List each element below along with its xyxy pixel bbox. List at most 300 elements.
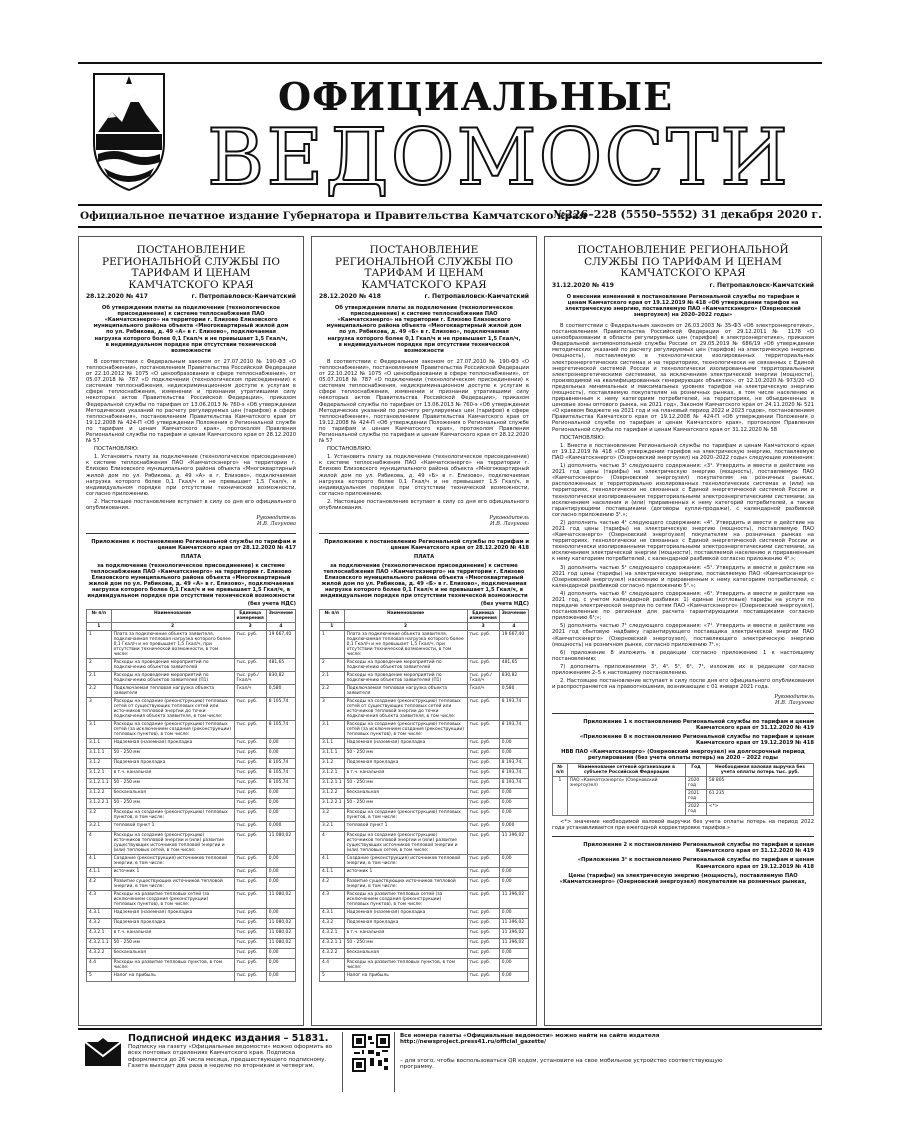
table-row — [87, 749, 296, 759]
row-num: 4.1.1 — [320, 868, 345, 878]
decree-item: 4) дополнить частью 6¹ следующего содержания: «6¹. Утвердить и ввести в действие на 2021 год, с учетом календарной разбивки: 1) единые (котловые) тарифы на услуги по передаче электрической энергии по сетям ПАО «Камчатскэнерго» (Озерновский энергоузел), постановленные по регионам для расчета гарантирующими поставщиками согласно приложению 6¹;»; — [552, 590, 814, 622]
signature-role: Руководитель — [489, 515, 529, 522]
decree-subject: О внесении изменений в постановление Региональной службы по тарифам и ценам Камчатского края от 19.12.2019 № 418 «Об утверждении тарифов на электрическую энергию, поставляемую ПАО «Камчатскэнерго» (Озерновский энергоузел) на 2020–2022 годы» — [565, 293, 801, 318]
row-value: 0,00 — [499, 959, 528, 972]
decree-heading: ПОСТАНОВЛЕНИЕ РЕГИОНАЛЬНОЙ СЛУЖБЫ ПО ТАРИФАМ И ЦЕНАМ КАМЧАТСКОГО КРАЯ — [335, 244, 513, 291]
row-name: 50 - 250 мм — [111, 799, 234, 809]
row-name: Подключаемая тепловая нагрузка объекта заявителя — [111, 685, 234, 698]
plata-title: ПЛАТА — [180, 554, 202, 561]
table-row — [320, 631, 529, 659]
table-row — [87, 799, 296, 809]
row-num: 4.1 — [320, 855, 345, 868]
table-row — [87, 822, 296, 832]
decree-resolve: ПОСТАНОВЛЯЮ: — [560, 434, 605, 441]
table-row — [87, 659, 296, 672]
table-row — [320, 739, 529, 749]
th-name: Наименование — [111, 610, 234, 623]
row-name: 50 - 250 мм — [111, 939, 234, 949]
qr-code-icon[interactable] — [352, 1034, 390, 1072]
fee-table — [86, 609, 296, 982]
row-name: в т.ч. канальная — [344, 769, 467, 779]
separator — [319, 533, 529, 534]
table-row — [320, 789, 529, 799]
row-num: 4.3.2 — [87, 919, 112, 929]
decree-item: 1) дополнить частью 3¹ следующего содержания: «3¹. Утвердить и ввести в действие на 2021 год цены (тарифы) на электрическую энергию (мощность), поставляемую ПАО «Камчатскэнерго» (Озерновский энергоузел) покупателям на розничных рынках, расположенных в территориально изолированных технологических системах и (или) на территориях, технологически не связанных с Единой энергетической системой России и технологически изолированными территориальными электроэнергетическими системами, за исключением населения и (или) приравненных к нему категорий потребителей, а также гарантирующими поставщиками (договоры купли-продажи), с календарной разбивкой согласно приложению 3¹.»; — [552, 463, 814, 518]
row-name: источник 1 — [344, 868, 467, 878]
row-unit: тыс. руб. — [234, 749, 266, 759]
row-num: 3.1.2.2 — [320, 789, 345, 799]
table-row — [87, 832, 296, 855]
appendix-label: «Приложение 8 к постановлению Региональной службы по тарифам и ценам Камчатского края от 19.12.2019 № 418 — [579, 733, 814, 746]
table-row — [87, 721, 296, 739]
row-value: 0,000 — [499, 822, 528, 832]
row-value: 11 080,02 — [266, 929, 295, 939]
row-num: 4.3.2.2 — [320, 949, 345, 959]
row-num: 4.3.2.1.1 — [320, 939, 345, 949]
row-value: 11 396,02 — [499, 939, 528, 949]
row-name: Расходы на создание (реконструкцию) источников тепловой энергии и (или) развитие существующих источников тепловой энергии и (или) тепловых сетей, в том числе: — [111, 832, 234, 855]
nvv-year: 2020 год — [686, 777, 707, 790]
row-name: Развитие существующих источников тепловой энергии, в том числе: — [344, 878, 467, 891]
row-name: Надземная (наземная) прокладка — [344, 739, 467, 749]
row-name: бесканальная — [344, 949, 467, 959]
row-unit: тыс. руб. — [234, 959, 266, 972]
row-num: 4.3.2 — [320, 919, 345, 929]
kamchatka-coat-of-arms — [84, 72, 174, 192]
decree-body: В соответствии с Федеральным законом от 27.07.2010 № 190-ФЗ «О теплоснабжении», постановлением Правительства Российской Федерации от 22.10.2012 № 1075 «О ценообразовании в сфере теплоснабжения», от 05.07.2018 № 787 «О подключении (технологическом присоединении) к системам теплоснабжения, недискриминационном доступе к услугам в сфере теплоснабжения, изменении и признании утратившими силу некоторых актов Правительства Российской Федерации», приказом Федеральной службы по тарифам от 13.06.2013 № 760-э «Об утверждении Методических указаний по расчету регулируемых цен (тарифов) в сфере теплоснабжения», постановлением Правительства Камчатского края от 19.12.2008 № 424-П «Об утверждении Положения о Региональной службе по тарифам и ценам Камчатского края», протоколом Правления Региональной службы по тарифам и ценам Камчатского края от 28.12.2020 № 57 — [86, 358, 296, 445]
table-row — [320, 809, 529, 822]
row-name: Расходы на создание (реконструкцию) тепловых сетей от существующих тепловых сетей или источников тепловой энергии до точки подключения объекта заявителя, в том числе: — [344, 698, 467, 721]
th-unit: Единица измерения — [234, 610, 266, 623]
row-unit: тыс. руб. — [234, 855, 266, 868]
row-name: Подземная прокладка — [344, 759, 467, 769]
row-unit: тыс. руб. — [467, 721, 499, 739]
decree-date: 28.12.2020 № 417 — [86, 293, 148, 300]
table-row — [320, 939, 529, 949]
row-name: бесканальная — [344, 789, 467, 799]
row-unit: тыс. руб. — [234, 799, 266, 809]
fee-table-body — [87, 631, 296, 982]
nvv-org: ПАО «Камчатскэнерго» (Озерновский энергоузел) — [567, 777, 685, 816]
row-name: бесканальная — [111, 949, 234, 959]
th-revenue: Необходимая валовая выручка без учета оплаты потерь тыс. руб. — [706, 764, 813, 777]
row-num: 4.2 — [320, 878, 345, 891]
row-unit: тыс. руб. — [467, 868, 499, 878]
row-unit: тыс. руб. — [467, 855, 499, 868]
row-name: в т.ч. канальная — [344, 929, 467, 939]
row-value: 0,00 — [266, 749, 295, 759]
row-name: Плата за подключение объекта заявителя, подключаемая тепловая нагрузка которого более 0,1 Гкал/ч и не превышает 1,5 Гкал/ч, при отсутствии технической возможности, в том числе: — [344, 631, 467, 659]
row-unit: тыс. руб./ Гкал/ч — [467, 672, 499, 685]
row-value: 8 105,74 — [266, 698, 295, 721]
row-value: 0,00 — [266, 855, 295, 868]
row-name: тепловой пункт 1 — [344, 822, 467, 832]
row-value: 0,00 — [266, 949, 295, 959]
row-num: 3 — [87, 698, 112, 721]
decree-date: 28.12.2020 № 418 — [319, 293, 381, 300]
table-row — [320, 832, 529, 855]
footer-rule — [78, 1028, 822, 1030]
row-unit: тыс. руб./ Гкал/ч — [234, 672, 266, 685]
row-unit: тыс. руб. — [467, 809, 499, 822]
decree-resolve: ПОСТАНОВЛЯЮ: — [327, 446, 372, 453]
row-name: источник 1 — [111, 868, 234, 878]
row-value: 0,00 — [499, 878, 528, 891]
subscription-index: Подписной индекс издания – 51831. — [128, 1033, 329, 1044]
appendix-label: Приложение 2 к постановлению Региональной службы по тарифам и ценам Камчатского края от 31.12.2020 № 419 — [583, 842, 814, 855]
row-num: 4.3.1 — [320, 909, 345, 919]
row-value: 11 396,02 — [499, 832, 528, 855]
th-num: № п/п — [553, 764, 568, 777]
row-value: 830,82 — [499, 672, 528, 685]
table-row — [87, 779, 296, 789]
row-value: 0,00 — [266, 972, 295, 982]
row-value: 0,580 — [499, 685, 528, 698]
table-row — [320, 769, 529, 779]
row-value: 8 193,74 — [499, 698, 528, 721]
row-unit: тыс. руб. — [234, 659, 266, 672]
row-num: 5 — [320, 972, 345, 982]
row-unit: тыс. руб. — [467, 972, 499, 982]
table-row — [87, 672, 296, 685]
row-num: 1 — [320, 631, 345, 659]
table-header-row — [87, 610, 296, 623]
table-row — [320, 759, 529, 769]
row-unit: тыс. руб. — [234, 891, 266, 909]
decree-item: 2. Настоящее постановление вступает в силу со дня его официального опубликования. — [319, 498, 529, 511]
vat-note: (без учета НДС) — [247, 601, 296, 608]
row-value: 11 396,02 — [499, 929, 528, 939]
row-num: 3.1.2.2 — [87, 789, 112, 799]
row-name: Подземная прокладка — [111, 919, 234, 929]
table-row — [87, 909, 296, 919]
decree-body: В соответствии с Федеральным законом от 26.03.2003 № 35-ФЗ «Об электроэнергетике», постановлением Правительства Российской Федерации от 29.12.2011 № 1178 «О ценообразовании в области регулируемых цен (тарифов) в электроэнергетике», приказом Федеральной антимонопольной службы России от 29.05.2019 № 686/19 «Об утверждении методических указаний по расчету регулируемых цен (тарифов) на электрическую энергию (мощность), поставляемую в технологически изолированных территориальных электроэнергетических системах и на территориях, технологически не связанных с Единой энергетической системой России и технологически изолированными территориальными электроэнергетическими системами, за исключением электрической энергии (мощности), производимой на квалифицированных генерирующих объектах», от 12.10.2020 № 973/20 «О предельных минимальных и максимальных уровнях тарифов на электрическую энергию (мощность), поставляемую покупателям на розничных рынках, в том числе населению и приравненным к нему категориям потребителей, на территориях, не объединенных в ценовые зоны оптового рынка, на 2021 год», Законом Камчатского края от 24.11.2020 № 521 «О краевом бюджете на 2021 год и на плановый период 2022 и 2023 годов», постановлением Правительства Камчатского края от 19.12.2008 № 424-П «Об утверждении Положения о Региональной службе по тарифам и ценам Камчатского края», протоколом Правления Региональной службы по тарифам и ценам Камчатского края от 31.12.2020 № 58 — [552, 322, 814, 433]
th-unit: Единица измерения — [467, 610, 499, 623]
fee-table-body — [320, 631, 529, 982]
table-row — [87, 789, 296, 799]
signature-role: Руководитель — [774, 694, 814, 701]
row-unit: тыс. руб. — [467, 822, 499, 832]
row-name: в т.ч. канальная — [111, 769, 234, 779]
row-unit: тыс. руб. — [467, 739, 499, 749]
th-value: Значение — [266, 610, 295, 623]
row-name: 50 - 250 мм — [344, 799, 467, 809]
row-unit: тыс. руб. — [234, 759, 266, 769]
row-unit: тыс. руб. — [467, 789, 499, 799]
table-row — [87, 878, 296, 891]
row-unit: Гкал/ч — [467, 685, 499, 698]
row-unit: тыс. руб. — [234, 868, 266, 878]
row-value: 0,00 — [266, 809, 295, 822]
row-unit: тыс. руб. — [234, 939, 266, 949]
row-unit: тыс. руб. — [234, 878, 266, 891]
row-unit: тыс. руб. — [234, 779, 266, 789]
decree-item: 3) дополнить частью 5¹ следующего содержания: «5¹. Утвердить и ввести в действие на 2021 год цены (тарифы) на электрическую энергию, поставляемую ПАО «Камчатскэнерго» (Озерновский энергоузел) населению и приравненным к нему категориям потребителей, с календарной разбивкой согласно приложению 5¹.»; — [552, 564, 814, 589]
th-colnum: 1 — [320, 623, 345, 631]
decree-item: 5) дополнить частью 7¹ следующего содержания: «7¹. Утвердить и ввести в действие на 2021 год сбытовую надбавку гарантирующего поставщика электрической энергии ПАО «Камчатскэнерго» (Озерновский энергоузел), поставляющего электрическую энергию (мощность) на розничном рынке, согласно приложению 7¹.»; — [552, 623, 814, 648]
row-name: Плата за подключение объекта заявителя, подключаемая тепловая нагрузка которого более 0,1 Гкал/ч и не превышает 1,5 Гкал/ч, при отсутствии технической возможности, в том числе: — [111, 631, 234, 659]
row-num: 4.4 — [87, 959, 112, 972]
row-name: Развитие существующих источников тепловой энергии, в том числе: — [111, 878, 234, 891]
th-colnum: 4 — [266, 623, 295, 631]
row-name: 50 - 250 мм — [111, 749, 234, 759]
appendix-label: Приложение к постановлению Региональной службы по тарифам и ценам Камчатского края от 28.12.2020 № 417 — [91, 539, 296, 552]
table-row — [87, 809, 296, 822]
row-num: 2.1 — [87, 672, 112, 685]
prices-title: Цены (тарифы) на электрическую энергию (мощность), поставляемую ПАО «Камчатскэнерго» (Озерновский энергоузел) покупателям на розничных рынках, — [559, 872, 807, 885]
table-row — [320, 855, 529, 868]
appendix-label: «Приложение 3¹ к постановлению Региональной службы по тарифам и ценам Камчатского края от 19.12.2019 № 418 — [577, 857, 814, 870]
row-unit: тыс. руб. — [234, 832, 266, 855]
signature-name: И.В. Лагунова — [775, 700, 814, 707]
table-row — [320, 929, 529, 939]
separator — [86, 533, 296, 534]
masthead-tagline: Официальное печатное издание Губернатора и Правительства Камчатского края — [80, 210, 587, 222]
row-value: 8 105,74 — [266, 759, 295, 769]
row-unit: тыс. руб. — [234, 698, 266, 721]
row-num: 2.2 — [87, 685, 112, 698]
row-value: 11 080,02 — [266, 919, 295, 929]
decree-meta — [552, 283, 814, 289]
nvv-year: 2022 год — [686, 803, 707, 816]
decree-city: г. Петропавловск-Камчатский — [191, 293, 296, 300]
table-row — [320, 721, 529, 739]
row-num: 4.3 — [87, 891, 112, 909]
decree-item: 2. Настоящее постановление вступает в силу после дня его официального опубликования и распространяется на правоотношения, возникающие с 01 января 2021 года. — [552, 678, 814, 691]
decree-date: 31.12.2020 № 419 — [552, 281, 614, 289]
row-num: 4.1.1 — [87, 868, 112, 878]
row-unit: тыс. руб. — [234, 809, 266, 822]
plata-description: за подключение (технологическое присоединение) к системе теплоснабжения ПАО «Камчатскэнерго» на территории г. Елизово Елизовского муниципального района объекта «Многоквартирный жилой дом по ул. Рябикова, д. 49 «А» в г. Елизово», подключаемая нагрузка которого более 0,1 Гкал/ч и не превышает 1,5 Гкал/ч, в индивидуальном порядке при отсутствии технической возможности — [87, 562, 295, 600]
row-value: 11 080,02 — [266, 939, 295, 949]
row-num: 3.1.1.1 — [320, 749, 345, 759]
appendix-label: Приложение 1 к постановлению Региональной службы по тарифам и ценам Камчатского края от 31.12.2020 № 419 — [583, 718, 814, 731]
row-unit: тыс. руб. — [234, 721, 266, 739]
nvv-value: 61 235 — [706, 790, 813, 803]
decree-item: 1. Внести в постановление Региональной службы по тарифам и ценам Камчатского края от 19.12.2019 № 418 «Об утверждении тарифов на электрическую энергию, поставляемую ПАО «Камчатскэнерго» (Озерновский энергоузел) на 2020–2022 годы» следующие изменения: — [552, 442, 815, 461]
row-unit: тыс. руб. — [467, 878, 499, 891]
row-name: в т.ч. канальная — [111, 929, 234, 939]
masthead-mid-rule — [78, 204, 822, 206]
row-name: Расходы на проведение мероприятий по подключению объектов заявителей — [344, 659, 467, 672]
row-value: 8 193,74 — [499, 721, 528, 739]
row-value: 481,65 — [499, 659, 528, 672]
separator — [552, 836, 814, 837]
nvv-value: 58 805 — [706, 777, 813, 790]
row-unit: тыс. руб. — [234, 909, 266, 919]
row-name: Налог на прибыль — [344, 972, 467, 982]
row-unit: тыс. руб. — [467, 759, 499, 769]
row-unit: тыс. руб. — [467, 779, 499, 789]
th-colnum: 3 — [234, 623, 266, 631]
row-name: Расходы на развитие тепловых сетей (за исключением создания (реконструкции) тепловых пунктов), в том числе: — [111, 891, 234, 909]
table-row — [87, 855, 296, 868]
row-name: Надземная (наземная) прокладка — [111, 909, 234, 919]
decree-item: 2. Настоящее постановление вступает в силу со дня его официального опубликования. — [86, 498, 296, 511]
row-num: 4.3 — [320, 891, 345, 909]
table-row — [87, 939, 296, 949]
row-value: 0,00 — [499, 855, 528, 868]
row-unit: тыс. руб. — [467, 799, 499, 809]
table-row — [320, 659, 529, 672]
th-name: Наименование — [344, 610, 467, 623]
row-unit: тыс. руб. — [467, 698, 499, 721]
table-row — [87, 698, 296, 721]
subscription-info — [128, 1033, 333, 1070]
row-value: 0,00 — [499, 739, 528, 749]
row-name: Создание (реконструкция) источников тепловой энергии, в том числе: — [111, 855, 234, 868]
row-num: 4 — [320, 832, 345, 855]
row-name: Расходы на развитие тепловых сетей (за исключением создания (реконструкции) тепловых пунктов), в том числе: — [344, 891, 467, 909]
row-value: 0,00 — [499, 799, 528, 809]
signature — [552, 694, 814, 706]
row-value: 0,580 — [266, 685, 295, 698]
decree-subject: Об утверждении платы за подключение (технологическое присоединение) к системе теплоснабжения ПАО «Камчатскэнерго» на территории г. Елизово Елизовского муниципального района объекта «Многоквартирный жилой дом по ул. Рябикова, д. 49 «А» в г. Елизово», подключаемая нагрузка которого более 0,1 Гкал/ч и не превышает 1,5 Гкал/ч, в индивидуальном порядке при отсутствии технической возможности — [93, 305, 289, 354]
row-unit: тыс. руб. — [467, 832, 499, 855]
decree-city: г. Петропавловск-Камчатский — [709, 281, 814, 289]
th-colnum: 2 — [111, 623, 234, 631]
row-value: 0,00 — [266, 868, 295, 878]
row-num: 3.1.2.1 — [87, 769, 112, 779]
nvv-note: <*> значение необходимой валовой выручки без учета оплаты потерь на период 2022 года устанавливается при ежегодной корректировке тарифов.» — [552, 819, 814, 832]
row-unit: тыс. руб. — [234, 929, 266, 939]
row-name: Расходы на развитие тепловых пунктов, в том числе: — [111, 959, 234, 972]
decree-resolve: ПОСТАНОВЛЯЮ: — [94, 446, 139, 453]
row-unit: тыс. руб. — [467, 909, 499, 919]
th-value: Значение — [499, 610, 528, 623]
decree-heading: ПОСТАНОВЛЕНИЕ РЕГИОНАЛЬНОЙ СЛУЖБЫ ПО ТАРИФАМ И ЦЕНАМ КАМЧАТСКОГО КРАЯ — [102, 244, 280, 291]
row-value: 0,00 — [499, 909, 528, 919]
masthead-title-line1: ОФИЦИАЛЬНЫЕ — [278, 74, 674, 119]
table-row — [87, 685, 296, 698]
row-value: 8 193,74 — [499, 769, 528, 779]
website-info — [400, 1033, 730, 1071]
row-num: 2.2 — [320, 685, 345, 698]
row-num: 1 — [87, 631, 112, 659]
th-colnum: 4 — [499, 623, 528, 631]
masthead-title-line2: ВЕДОМОСТИ — [207, 113, 791, 203]
decree-item: 7) дополнить приложениями 3¹, 4¹, 5¹, 6¹, 7¹, изложив их в редакции согласно приложениям 2–5 к настоящему постановлению. — [552, 663, 814, 677]
row-num: 3.1.2.2.1 — [87, 799, 112, 809]
row-num: 3.1.1 — [320, 739, 345, 749]
decree-column-419 — [544, 236, 822, 1026]
row-name: бесканальная — [111, 789, 234, 799]
row-unit: тыс. руб. — [234, 631, 266, 659]
row-num: 2.1 — [320, 672, 345, 685]
row-value: 8 193,74 — [499, 759, 528, 769]
appendix-label: Приложение к постановлению Региональной службы по тарифам и ценам Камчатского края от 28.12.2020 № 418 — [324, 539, 529, 552]
row-num: 3.1.1 — [87, 739, 112, 749]
plata-description: за подключение (технологическое присоединение) к системе теплоснабжения ПАО «Камчатскэнерго» на территории г. Елизово Елизовского муниципального района объекта «Многоквартирный жилой дом по ул. Рябикова, д. 49 «Б» в г. Елизово», подключаемая нагрузка которого более 0,1 Гкал/ч и не превышает 1,5 Гкал/ч, в индивидуальном порядке при отсутствии технической возможности — [320, 562, 528, 600]
row-value: 19 667,40 — [499, 631, 528, 659]
fee-table — [319, 609, 529, 982]
table-row — [553, 777, 814, 790]
row-name: Налог на прибыль — [111, 972, 234, 982]
row-num: 3.1.2 — [87, 759, 112, 769]
decree-item: 6) приложение 8 изложить в редакции согласно приложению 1 к настоящему постановлению; — [552, 649, 814, 662]
row-unit: тыс. руб. — [234, 949, 266, 959]
row-num: 3.1 — [320, 721, 345, 739]
table-row — [320, 959, 529, 972]
row-num: 3.1 — [87, 721, 112, 739]
row-num: 4 — [87, 832, 112, 855]
row-name: Расходы на создание (реконструкцию) тепловых пунктов, в том числе: — [111, 809, 234, 822]
row-num: 4.1 — [87, 855, 112, 868]
row-name: Надземная (наземная) прокладка — [111, 739, 234, 749]
table-colnum-row — [87, 623, 296, 631]
subscription-text: Подписку на газету «Официальные ведомости» можно оформить во всех почтовых отделениях Камчатского края. Подписка оформляется до 26 числа месяца, предшествующего подписному. Газета выходит два раза в неделю по вторникам и четвергам. — [128, 1044, 333, 1070]
row-num: 3.1.2.1.1 — [320, 779, 345, 789]
row-num: 4.3.2.1 — [320, 929, 345, 939]
row-name: Расходы на создание (реконструкцию) тепловых сетей от существующих тепловых сетей или источников тепловой энергии до точки подключения объекта заявителя, в том числе: — [111, 698, 234, 721]
row-num: 5 — [87, 972, 112, 982]
row-num: 4.2 — [87, 878, 112, 891]
row-unit: тыс. руб. — [234, 739, 266, 749]
row-value: 8 105,74 — [266, 721, 295, 739]
row-value: 0,00 — [266, 909, 295, 919]
table-row — [87, 739, 296, 749]
table-header-row — [320, 610, 529, 623]
row-num: 2 — [87, 659, 112, 672]
row-unit: тыс. руб. — [234, 822, 266, 832]
row-value: 830,82 — [266, 672, 295, 685]
row-unit: тыс. руб. — [234, 919, 266, 929]
row-value: 8 105,74 — [266, 769, 295, 779]
signature-name: И.В. Лагунова — [490, 521, 529, 528]
table-row — [320, 749, 529, 759]
row-num: 3.1.2 — [320, 759, 345, 769]
th-year: Год — [686, 764, 707, 777]
row-value: 11 396,02 — [499, 919, 528, 929]
row-unit: тыс. руб. — [234, 769, 266, 779]
table-row — [87, 868, 296, 878]
row-num: 4.3.2.1 — [87, 929, 112, 939]
table-row — [87, 769, 296, 779]
decree-body: В соответствии с Федеральным законом от 27.07.2010 № 190-ФЗ «О теплоснабжении», постановлением Правительства Российской Федерации от 22.10.2012 № 1075 «О ценообразовании в сфере теплоснабжения», от 05.07.2018 № 787 «О подключении (технологическом присоединении) к системам теплоснабжения, недискриминационном доступе к услугам в сфере теплоснабжения, изменении и признании утратившими силу некоторых актов Правительства Российской Федерации», приказом Федеральной службы по тарифам от 13.06.2013 № 760-э «Об утверждении Методических указаний по расчету регулируемых цен (тарифов) в сфере теплоснабжения», постановлением Правительства Камчатского края от 19.12.2008 № 424-П «Об утверждении Положения о Региональной службе по тарифам и ценам Камчатского края», протоколом Правления Региональной службы по тарифам и ценам Камчатского края от 28.12.2020 № 57 — [319, 358, 529, 445]
table-row — [320, 799, 529, 809]
table-row — [320, 672, 529, 685]
decree-heading: ПОСТАНОВЛЕНИЕ РЕГИОНАЛЬНОЙ СЛУЖБЫ ПО ТАРИФАМ И ЦЕНАМ КАМЧАТСКОГО КРАЯ — [577, 244, 789, 279]
row-name: Расходы на проведение мероприятий по подключению объектов заявителей (П1) — [344, 672, 467, 685]
th-colnum: 3 — [467, 623, 499, 631]
row-value: 0,00 — [499, 749, 528, 759]
row-value: 0,00 — [499, 809, 528, 822]
table-row — [320, 949, 529, 959]
row-num: 2 — [320, 659, 345, 672]
decree-city: г. Петропавловск-Камчатский — [424, 293, 529, 300]
row-value: 481,65 — [266, 659, 295, 672]
row-name: Расходы на проведение мероприятий по подключению объектов заявителей — [111, 659, 234, 672]
row-value: 0,00 — [499, 949, 528, 959]
row-value: 0,00 — [499, 972, 528, 982]
row-value: 11 080,02 — [266, 832, 295, 855]
row-num: 4.4 — [320, 959, 345, 972]
signature-name: И.В. Лагунова — [257, 521, 296, 528]
row-value: 0,00 — [266, 789, 295, 799]
row-unit: тыс. руб. — [467, 631, 499, 659]
row-unit: тыс. руб. — [234, 972, 266, 982]
row-num: 3.1.1.1 — [87, 749, 112, 759]
row-num: 3.2.1 — [320, 822, 345, 832]
th-colnum: 1 — [87, 623, 112, 631]
table-row — [320, 698, 529, 721]
signature — [319, 515, 529, 527]
website-link[interactable]: Все номера газеты «Официальные ведомости» можно найти на сайте издателя http://newsproject.press41.ru/official_gazette/ — [400, 1033, 660, 1046]
row-value: 0,00 — [266, 739, 295, 749]
row-value: 0,00 — [266, 878, 295, 891]
nvv-title: НВВ ПАО «Камчатскэнерго» (Озерновский энергоузел) на долгосрочный период регулирования (без учета оплаты потерь) на 2020 – 2022 годы — [561, 748, 805, 761]
decree-column-417 — [78, 236, 304, 1026]
